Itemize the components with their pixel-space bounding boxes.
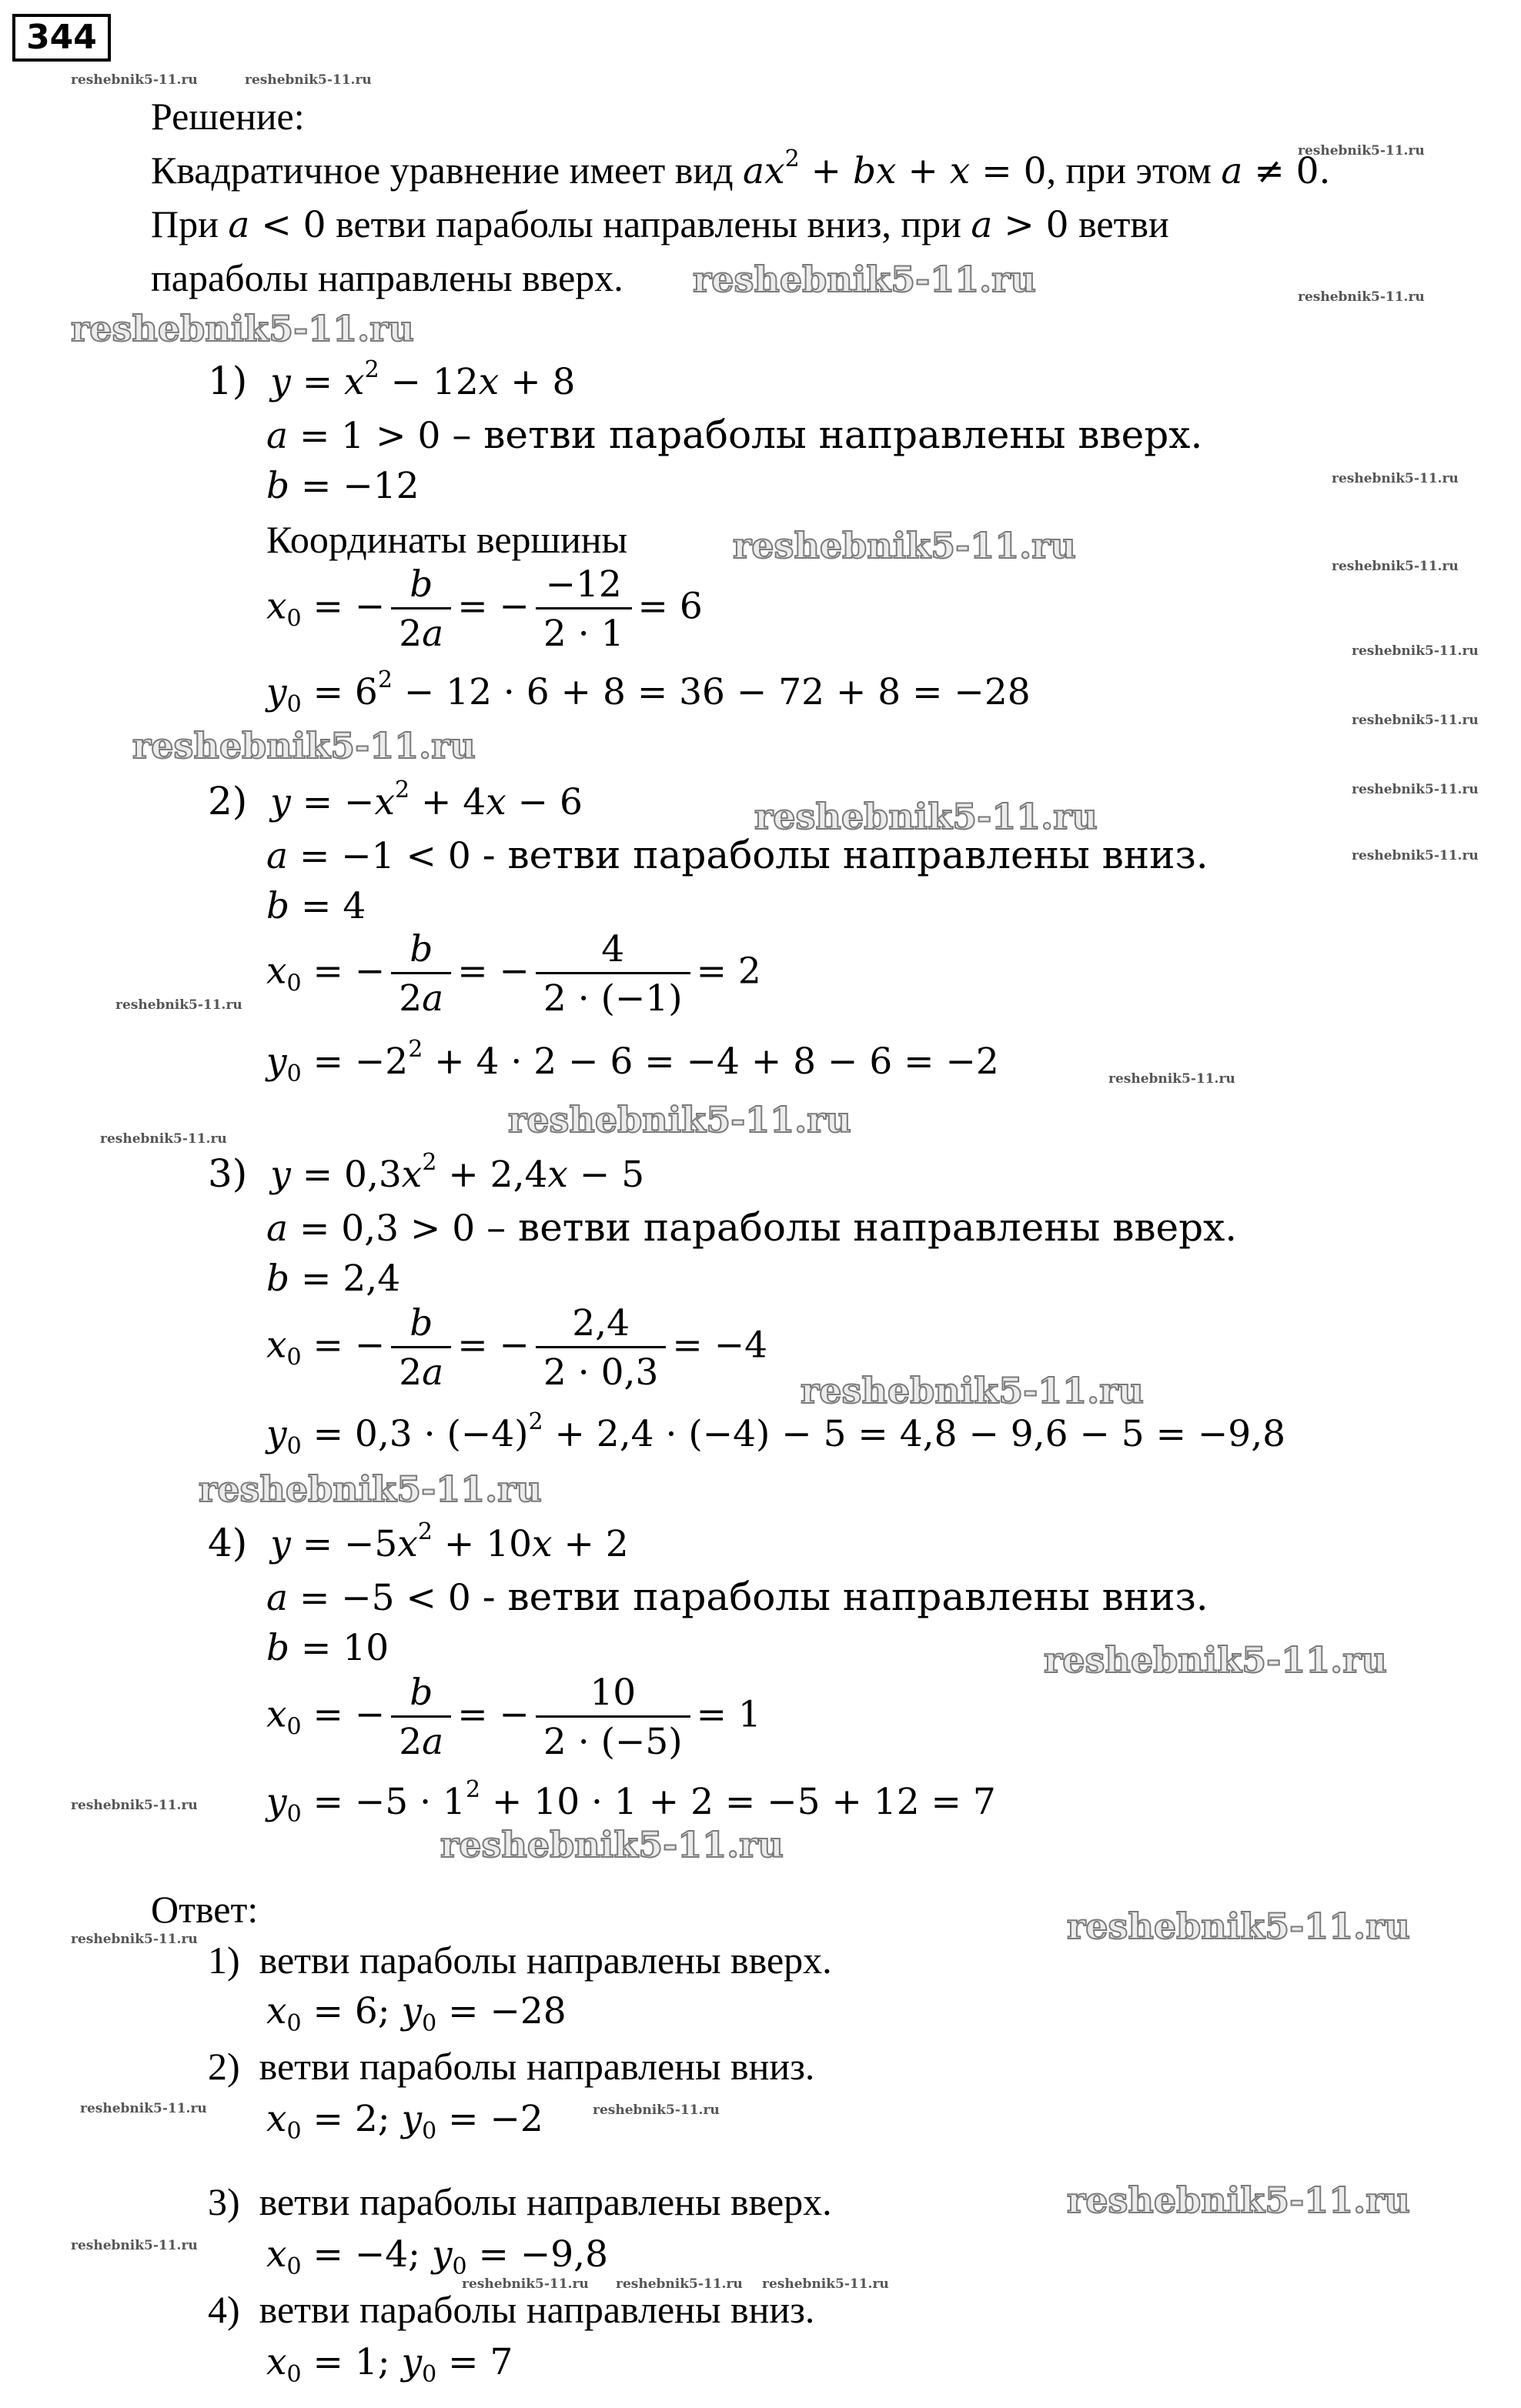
item-1-x0: $x_0$ = − $\frac{b}{2a}$ = − $\frac{-12}{2 \cdot 1}$ = 6	[266, 563, 703, 655]
item-2-a: a = −1 < 0 - ветви параболы направлены вниз.	[266, 833, 1208, 877]
item-1-vertex-label: Координаты вершины	[266, 518, 628, 561]
item-4-equation: 4) $y = -5x^2 + 10x + 2$	[208, 1518, 629, 1565]
watermark-small: reshebnik5-11.ru	[1298, 289, 1425, 305]
watermark-small: reshebnik5-11.ru	[1332, 471, 1459, 486]
watermark-small: reshebnik5-11.ru	[1352, 643, 1479, 659]
item-3-x0: $x_0$ = − $\frac{b}{2a}$ = − $\frac{2,4}{2 \cdot 0,3}$ = −4	[266, 1302, 767, 1394]
item-2-b: b = 4	[266, 885, 366, 927]
watermark-small: reshebnik5-11.ru	[1352, 782, 1479, 797]
item-2-x0: $x_0$ = − $\frac{b}{2a}$ = − $\frac{4}{2 \cdot (-1)}$ = 2	[266, 928, 761, 1020]
answer-2-values: $x_0 = 2$; $y_0 = -2$	[266, 2098, 543, 2145]
item-2-equation: 2) $y = -x^2 + 4x - 6$	[208, 777, 583, 823]
watermark: reshebnik5-11.ru	[1067, 1905, 1410, 1947]
problem-number-box: 344	[12, 14, 111, 62]
item-3-y0: $y_0 = 0,3 \cdot (-4)^2 + 2,4 \cdot (-4) - 5 = 4,8 - 9,6 - 5 = -9,8$	[266, 1408, 1286, 1460]
watermark: reshebnik5-11.ru	[199, 1468, 542, 1510]
watermark-small: reshebnik5-11.ru	[71, 1798, 198, 1813]
item-2-y0: $y_0 = -2^2 + 4 \cdot 2 - 6 = -4 + 8 - 6 = -2$	[266, 1036, 999, 1087]
answer-3-values: $x_0 = -4$; $y_0 = -9,8$	[266, 2233, 608, 2280]
watermark: reshebnik5-11.ru	[132, 725, 476, 766]
answer-4-values: $x_0 = 1$; $y_0 = 7$	[266, 2341, 513, 2388]
watermark-small: reshebnik5-11.ru	[245, 72, 372, 88]
watermark: reshebnik5-11.ru	[733, 525, 1076, 566]
watermark-small: reshebnik5-11.ru	[462, 2276, 589, 2292]
item-3-equation: 3) $y = 0,3x^2 + 2,4x - 5$	[208, 1149, 645, 1196]
watermark-small: reshebnik5-11.ru	[1352, 848, 1479, 863]
watermark-small: reshebnik5-11.ru	[762, 2276, 889, 2292]
item-3-b: b = 2,4	[266, 1257, 401, 1300]
answer-4-text: 4) ветви параболы направлены вниз.	[208, 2288, 815, 2331]
intro-line-3: параболы направлены вверх.	[151, 256, 623, 299]
watermark-small: reshebnik5-11.ru	[616, 2276, 743, 2292]
answer-2-text: 2) ветви параболы направлены вниз.	[208, 2045, 815, 2088]
item-3-a: a = 0,3 > 0 – ветви параболы направлены вверх.	[266, 1205, 1238, 1250]
intro-line-1: Квадратичное уравнение имеет вид $ax^2$ + bx + x = 0, при этом a ≠ 0.	[151, 145, 1331, 192]
item-4-y0: $y_0 = -5 \cdot 1^2 + 10 \cdot 1 + 2 = -5 + 12 = 7$	[266, 1776, 996, 1828]
watermark-small: reshebnik5-11.ru	[100, 1131, 227, 1147]
watermark: reshebnik5-11.ru	[801, 1370, 1144, 1411]
answer-1-values: $x_0 = 6$; $y_0 = -28$	[266, 1990, 567, 2037]
watermark: reshebnik5-11.ru	[1044, 1639, 1387, 1681]
watermark-small: reshebnik5-11.ru	[115, 997, 242, 1013]
intro-line-2: При a < 0 ветви параболы направлены вниз, при a > 0 ветви	[151, 202, 1169, 246]
item-1-y0: $y_0 = 6^2 - 12 \cdot 6 + 8 = 36 - 72 + 8 = -28$	[266, 666, 1031, 718]
item-1-a: a = 1 > 0 – ветви параболы направлены вверх.	[266, 412, 1203, 457]
solution-heading: Решение:	[151, 95, 305, 138]
answer-3-text: 3) ветви параболы направлены вверх.	[208, 2180, 832, 2223]
item-4-b: b = 10	[266, 1627, 389, 1669]
item-4-x0: $x_0$ = − $\frac{b}{2a}$ = − $\frac{10}{2 \cdot (-5)}$ = 1	[266, 1672, 761, 1763]
watermark: reshebnik5-11.ru	[508, 1099, 851, 1141]
answer-1-text: 1) ветви параболы направлены вверх.	[208, 1939, 832, 1982]
watermark-small: reshebnik5-11.ru	[71, 72, 198, 88]
watermark: reshebnik5-11.ru	[1067, 2179, 1410, 2221]
watermark-small: reshebnik5-11.ru	[1332, 559, 1459, 574]
item-1-b: b = −12	[266, 465, 420, 507]
watermark-small: reshebnik5-11.ru	[71, 1932, 198, 1947]
watermark-small: reshebnik5-11.ru	[593, 2102, 720, 2118]
watermark: reshebnik5-11.ru	[693, 259, 1036, 300]
watermark-small: reshebnik5-11.ru	[1298, 143, 1425, 159]
watermark-small: reshebnik5-11.ru	[80, 2101, 207, 2116]
watermark-small: reshebnik5-11.ru	[1108, 1071, 1235, 1087]
answer-heading: Ответ:	[151, 1888, 259, 1931]
watermark-small: reshebnik5-11.ru	[1352, 713, 1479, 728]
watermark: reshebnik5-11.ru	[754, 796, 1098, 837]
item-4-a: a = −5 < 0 - ветви параболы направлены вниз.	[266, 1575, 1208, 1619]
watermark-small: reshebnik5-11.ru	[71, 2238, 198, 2253]
item-1-equation: 1) $y = x^2 - 12x + 8$	[208, 356, 576, 403]
watermark: reshebnik5-11.ru	[440, 1824, 784, 1865]
watermark: reshebnik5-11.ru	[71, 308, 414, 349]
